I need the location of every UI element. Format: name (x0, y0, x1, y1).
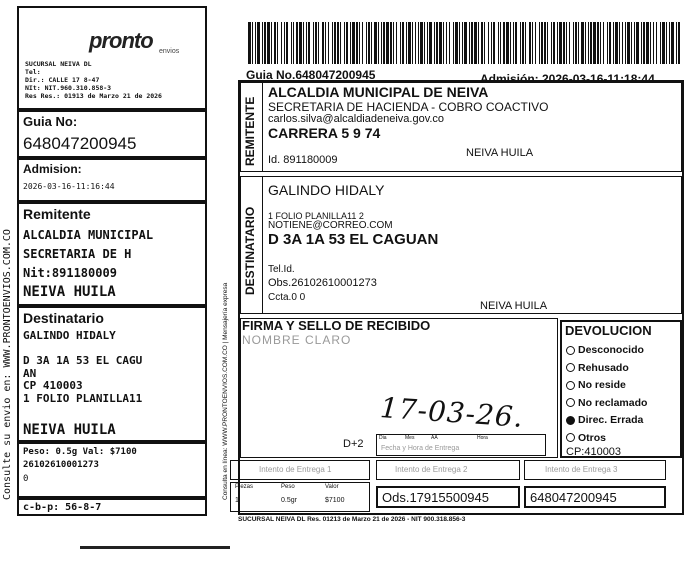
devolucion-option[interactable] (566, 360, 647, 378)
date-caption: Fecha y Hora de Entrega (381, 445, 460, 452)
remitente-dept: SECRETARIA DE HACIENDA - COBRO COACTIVO (268, 100, 549, 114)
attempt-label: Intento de Entrega 1 (259, 465, 332, 474)
radio-icon (566, 363, 575, 372)
remitente-id: Id. 891180009 (268, 154, 338, 166)
remitente-vertical-label: REMITENTE (243, 96, 257, 166)
destinatario-line: CP 410003 (23, 379, 83, 392)
destinatario-line1: 1 FOLIO PLANILLA11 2 (268, 211, 364, 221)
remitente-divider (262, 82, 263, 172)
radio-icon (566, 433, 575, 442)
guia-label: Guia No: (23, 114, 78, 129)
office-line: Tel: (25, 68, 41, 76)
remitente-lines (23, 226, 153, 283)
radio-icon (566, 398, 575, 407)
office-info (25, 60, 162, 100)
remitente-name: ALCALDIA MUNICIPAL DE NEIVA (268, 84, 489, 100)
date-label: AA (431, 435, 438, 441)
destinatario-line: D 3A 1A 53 EL CAGU (23, 354, 143, 367)
guia-bottom-value: 648047200945 (530, 490, 617, 505)
office-line: Dir.: CALLE 17 8-47 (25, 76, 100, 84)
attempt-2 (376, 460, 520, 480)
destinatario-line: GALINDO HIDALY (23, 329, 116, 342)
radio-icon (566, 381, 575, 390)
remitente-city: NEIVA HUILA (466, 147, 534, 159)
admision-label: Admision: (23, 162, 82, 176)
left-destinatario-box (17, 306, 207, 442)
piezas-box (230, 482, 370, 512)
option-label: No reside (578, 379, 626, 391)
destinatario-name: GALINDO HIDALY (268, 182, 385, 198)
pronto-logo-sub: envios (159, 48, 180, 55)
piezas-header: Valor (325, 484, 339, 490)
left-footer-box (17, 498, 207, 516)
option-label: Desconocido (578, 344, 644, 356)
attempt-3 (524, 460, 666, 480)
piezas-value: $7100 (325, 497, 345, 504)
devolucion-option[interactable] (566, 395, 647, 413)
attempt-label: Intento de Entrega 2 (395, 465, 468, 474)
attempt-label: Intento de Entrega 3 (545, 465, 618, 474)
devolucion-option[interactable] (566, 412, 647, 430)
devolucion-title: DEVOLUCION (565, 323, 652, 338)
destinatario-lines (23, 330, 142, 405)
radio-checked-icon (566, 416, 575, 425)
remitente-label: Remitente (23, 206, 91, 222)
main-admision-header: Admisión: 2026-03-16-11:18:44 (480, 72, 655, 86)
devolucion-option[interactable] (566, 430, 647, 448)
main-side-text: Consulta en línea: WWW.PRONTOENVIOS.COM.CO | Mensajería expresa (222, 282, 229, 500)
barcode-bar (678, 22, 680, 64)
office-line: NIt: NIT.960.310.858-3 (25, 84, 112, 92)
devolucion-option[interactable] (566, 342, 647, 360)
guia-number: 648047200945 (23, 134, 137, 153)
destinatario-ccta: Ccta.0 0 (268, 292, 306, 303)
left-vertical-url: Consulte su envio en: WWW.PRONTOENVIOS.COM.CO (2, 229, 13, 500)
piezas-header: Piezas (235, 484, 254, 490)
option-label: No reclamado (578, 396, 648, 409)
destinatario-obs: Obs.26102610001273 (268, 277, 377, 289)
left-admision-box (17, 158, 207, 202)
scan-line (80, 546, 230, 549)
date-label: Mes (405, 435, 415, 441)
piezas-header: Peso (281, 484, 295, 490)
main-guia-header: Guia No.648047200945 (246, 68, 376, 82)
destinatario-city: NEIVA HUILA (23, 422, 116, 438)
top-barcode (248, 22, 680, 64)
piezas-value: 0.5gr (281, 497, 297, 504)
devolucion-option[interactable] (566, 377, 647, 395)
piezas-value: 1 (235, 497, 239, 504)
remitente-line: ALCALDIA MUNICIPAL (23, 228, 154, 242)
destinatario-line: AN (23, 366, 37, 380)
pronto-logo: pronto (89, 28, 153, 53)
date-label: Hora (477, 435, 488, 441)
left-remitente-box (17, 202, 207, 306)
destinatario-line2: NOTIENE@CORREO.COM (268, 220, 393, 231)
destinatario-line: 1 FOLIO PLANILLA11 (23, 391, 143, 405)
destinatario-vertical-label: DESTINATARIO (243, 206, 257, 295)
peso-number: 26102610001273 (23, 460, 99, 470)
remitente-email: carlos.silva@alcaldiadeneiva.gov.co (268, 113, 445, 125)
destinatario-label: Destinatario (23, 310, 104, 326)
destinatario-divider (262, 176, 263, 314)
ods-box (376, 486, 520, 508)
admision-value: 2026-03-16-11:16:44 (23, 182, 115, 191)
main-footer: SUCURSAL NEIVA DL Res. 01213 de Marzo 21 de 2026 - NIT 900.318.856-3 (238, 516, 466, 523)
option-label: Otros (578, 431, 607, 444)
destinatario-address: D 3A 1A 53 EL CAGUAN (268, 231, 439, 248)
left-footer-text: c-b-p: 56-8-7 (23, 502, 102, 513)
peso-line: Peso: 0.5g Val: $7100 (23, 447, 137, 457)
devolucion-options (566, 342, 647, 447)
ods-value: Ods.17915500945 (382, 490, 489, 505)
date-label: Dia (379, 435, 387, 441)
office-line: Res Res.: 01913 de Marzo 21 de 2026 (25, 92, 162, 100)
office-line: SUCURSAL NEIVA DL (25, 60, 92, 68)
handwritten-date: 17-03-26. (379, 391, 525, 434)
firma-subtitle: NOMBRE CLARO (242, 333, 352, 347)
guia-bottom-box (524, 486, 666, 508)
firma-d2: D+2 (343, 438, 364, 450)
attempt-1 (230, 460, 370, 480)
left-guia-box (17, 110, 207, 158)
devolucion-section (560, 320, 682, 458)
remitente-line: Nit:891180009 (23, 266, 117, 280)
option-label: Direc. Errada (578, 414, 644, 426)
left-peso-box (17, 442, 207, 498)
remitente-city: NEIVA HUILA (23, 284, 116, 300)
left-header-box (17, 6, 207, 110)
remitente-address: CARRERA 5 9 74 (268, 125, 381, 141)
radio-icon (566, 346, 575, 355)
firma-title: FIRMA Y SELLO DE RECIBIDO (242, 318, 431, 333)
remitente-line: SECRETARIA DE H (23, 247, 132, 261)
option-label: Rehusado (578, 361, 629, 374)
date-grid (376, 434, 546, 456)
destinatario-tel: Tel.Id. (268, 264, 295, 275)
destinatario-city: NEIVA HUILA (480, 300, 548, 312)
devolucion-cp: CP:410003 (566, 446, 622, 458)
peso-zero: 0 (23, 474, 29, 484)
